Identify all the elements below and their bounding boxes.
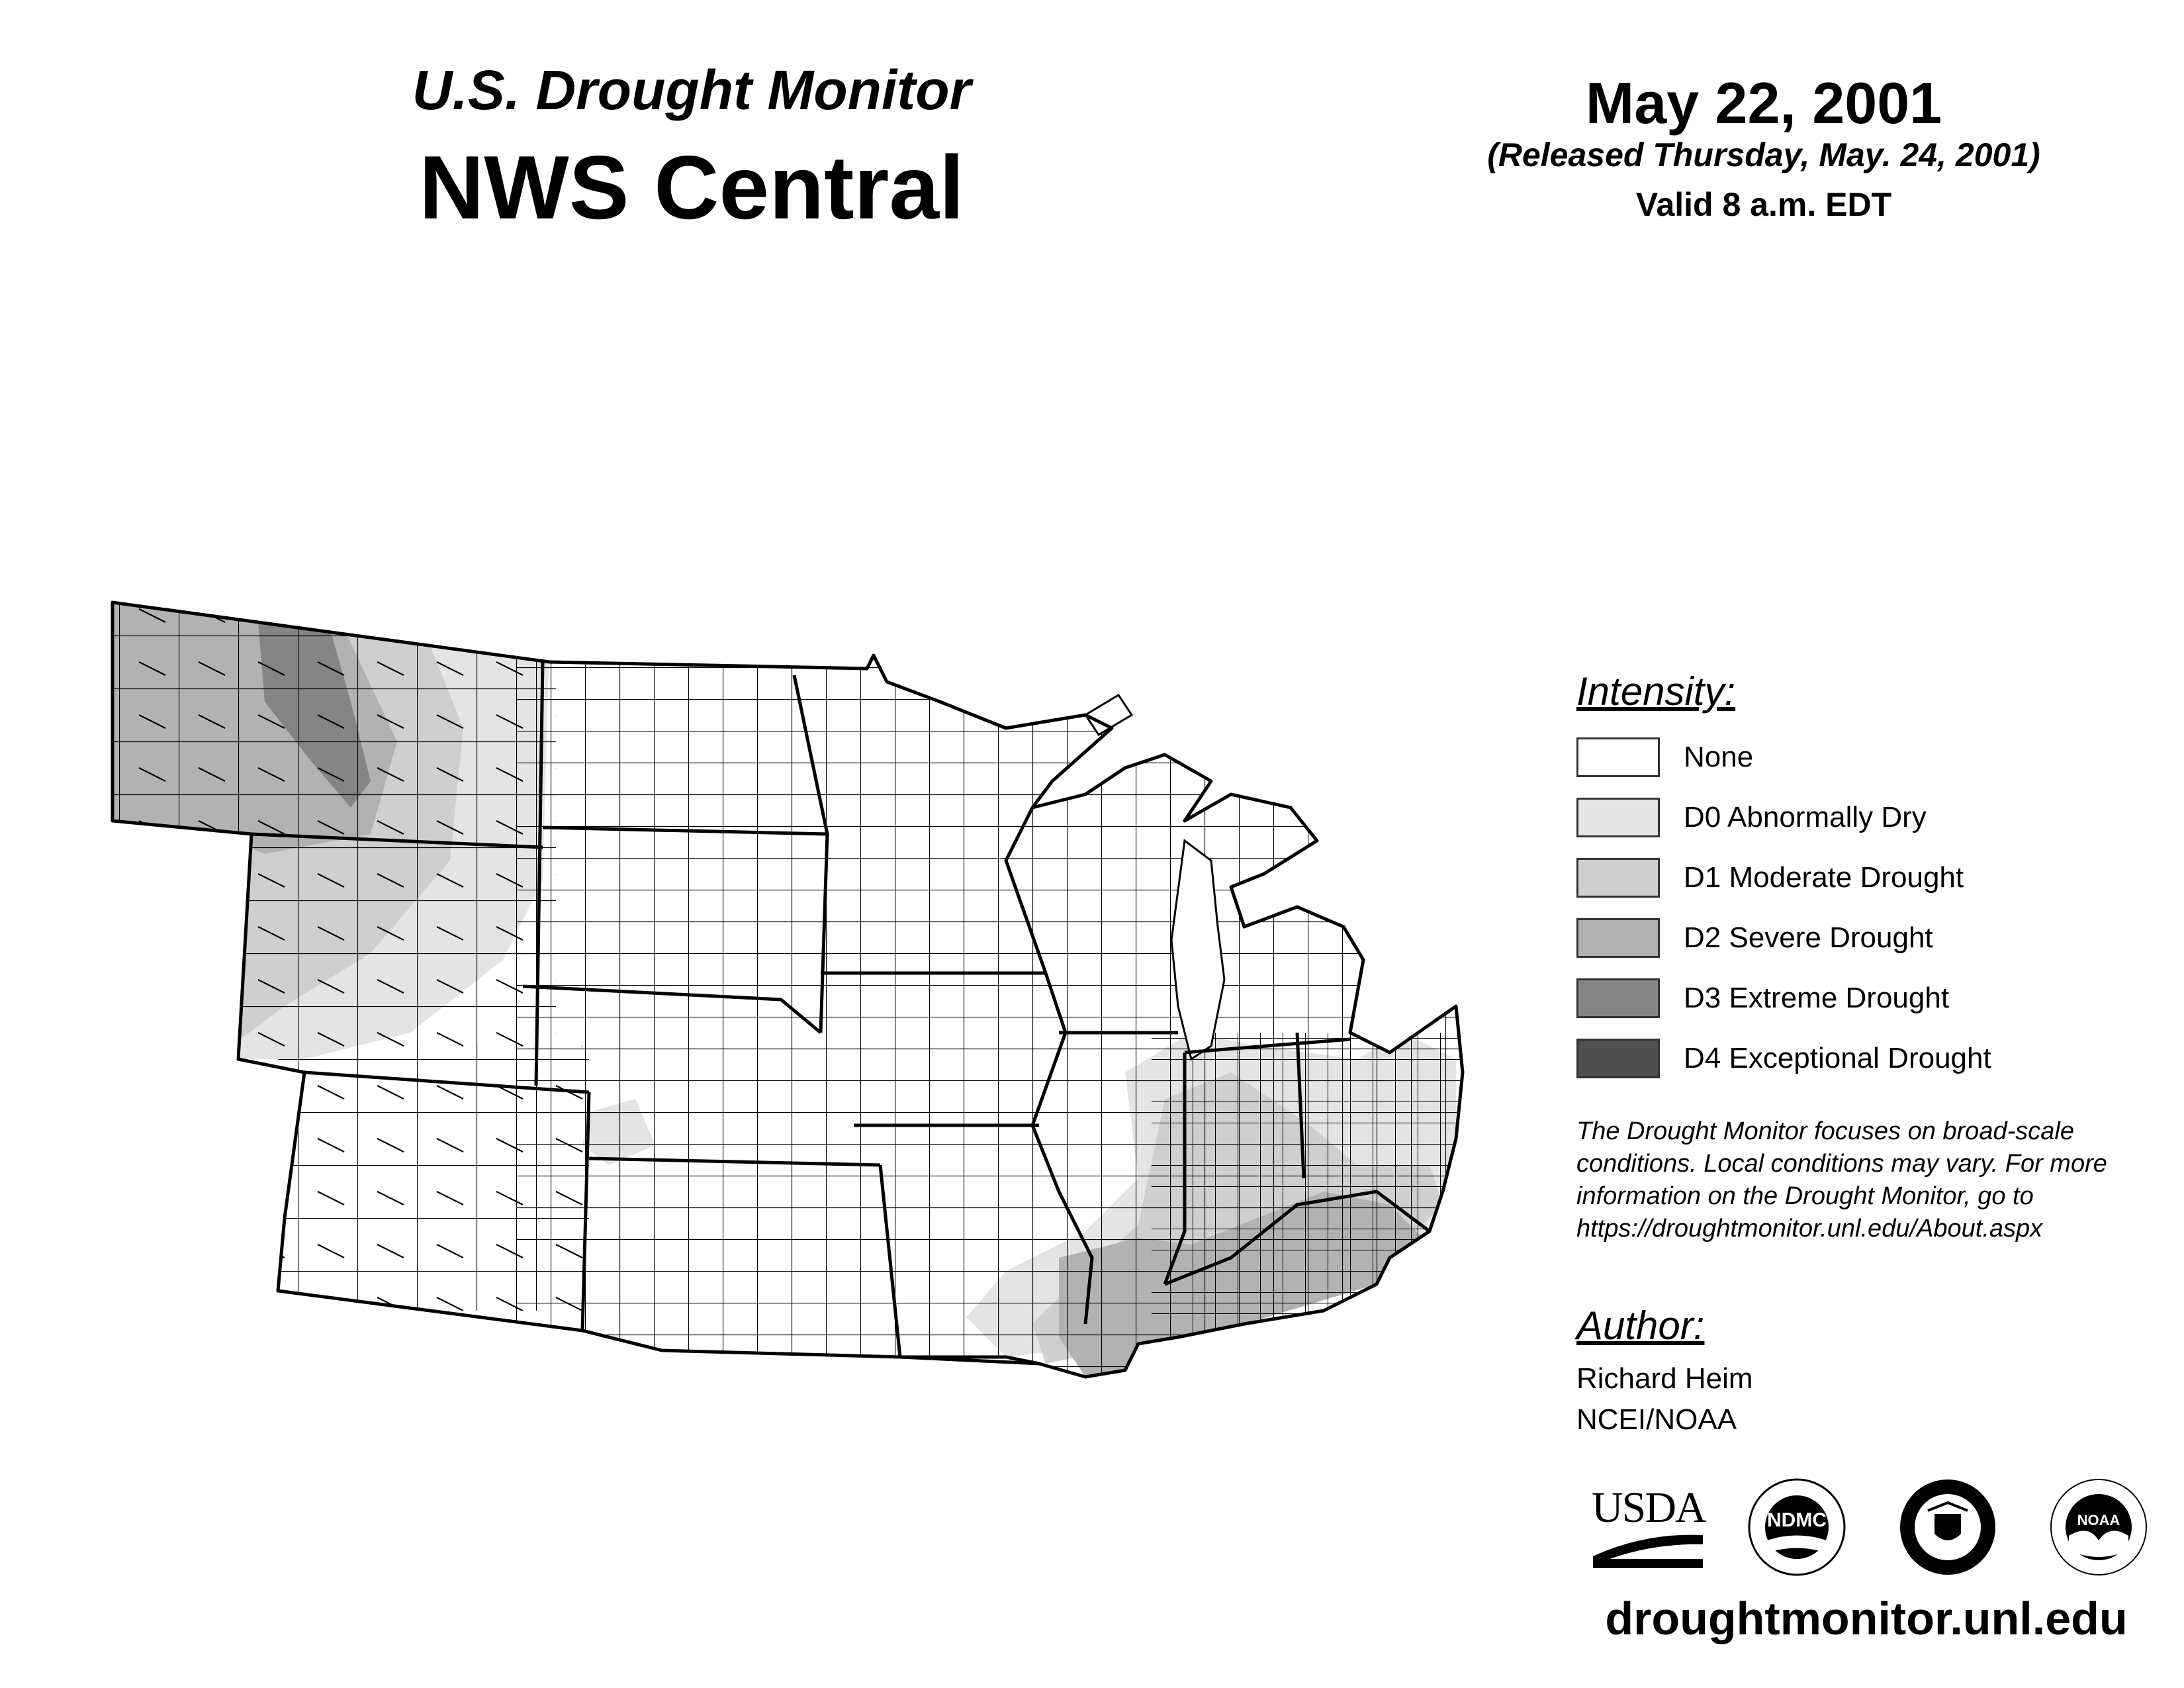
noaa-logo bbox=[2049, 1477, 2148, 1577]
noaa-logo-text: NOAA bbox=[2077, 1512, 2120, 1528]
legend-label: None bbox=[1684, 741, 1754, 773]
legend-swatch bbox=[1576, 918, 1660, 958]
legend-label: D0 Abnormally Dry bbox=[1684, 801, 1927, 833]
legend-item bbox=[1576, 736, 1753, 778]
author-organization: NCEI/NOAA bbox=[1576, 1403, 1737, 1436]
release-date: (Released Thursday, May. 24, 2001) bbox=[1487, 136, 2040, 173]
author-name: Richard Heim bbox=[1576, 1362, 1753, 1395]
legend-item bbox=[1576, 917, 1933, 959]
disclaimer-text: The Drought Monitor focuses on broad-scale conditions. Local conditions may vary. For more information on the Drought Monitor, go to https://droughtmonitor.unl.edu/About.aspx bbox=[1576, 1117, 2107, 1243]
legend-item bbox=[1576, 1037, 1991, 1080]
commerce-seal-icon bbox=[1898, 1477, 1997, 1577]
region-title: NWS Central bbox=[419, 137, 964, 238]
ndmc-logo bbox=[1747, 1477, 1846, 1577]
legend-heading: Intensity: bbox=[1576, 669, 1736, 714]
usda-swoosh-icon bbox=[1592, 1530, 1704, 1570]
author-heading: Author: bbox=[1576, 1303, 1705, 1348]
valid-time: Valid 8 a.m. EDT bbox=[1635, 186, 1892, 223]
legend-item bbox=[1576, 977, 1949, 1019]
legend-swatch bbox=[1576, 858, 1660, 898]
usda-logo-text: USDA bbox=[1592, 1483, 1706, 1532]
legend-swatch bbox=[1576, 798, 1660, 837]
commerce-logo bbox=[1898, 1477, 1997, 1577]
usda-logo bbox=[1592, 1483, 1706, 1566]
website-url[interactable]: droughtmonitor.unl.edu bbox=[1605, 1593, 2128, 1644]
map-date: May 22, 2001 bbox=[1585, 70, 1942, 136]
legend-swatch bbox=[1576, 978, 1660, 1018]
legend-swatch bbox=[1576, 1039, 1660, 1078]
legend-label: D4 Exceptional Drought bbox=[1684, 1042, 1991, 1074]
legend-item bbox=[1576, 857, 1964, 899]
legend-item bbox=[1576, 796, 1927, 839]
legend-label: D1 Moderate Drought bbox=[1684, 861, 1964, 894]
product-title: U.S. Drought Monitor bbox=[412, 59, 972, 121]
legend-label: D2 Severe Drought bbox=[1684, 921, 1933, 954]
legend-swatch bbox=[1576, 737, 1660, 777]
legend-label: D3 Extreme Drought bbox=[1684, 982, 1950, 1014]
ndmc-logo-text: NDMC bbox=[1767, 1509, 1827, 1531]
